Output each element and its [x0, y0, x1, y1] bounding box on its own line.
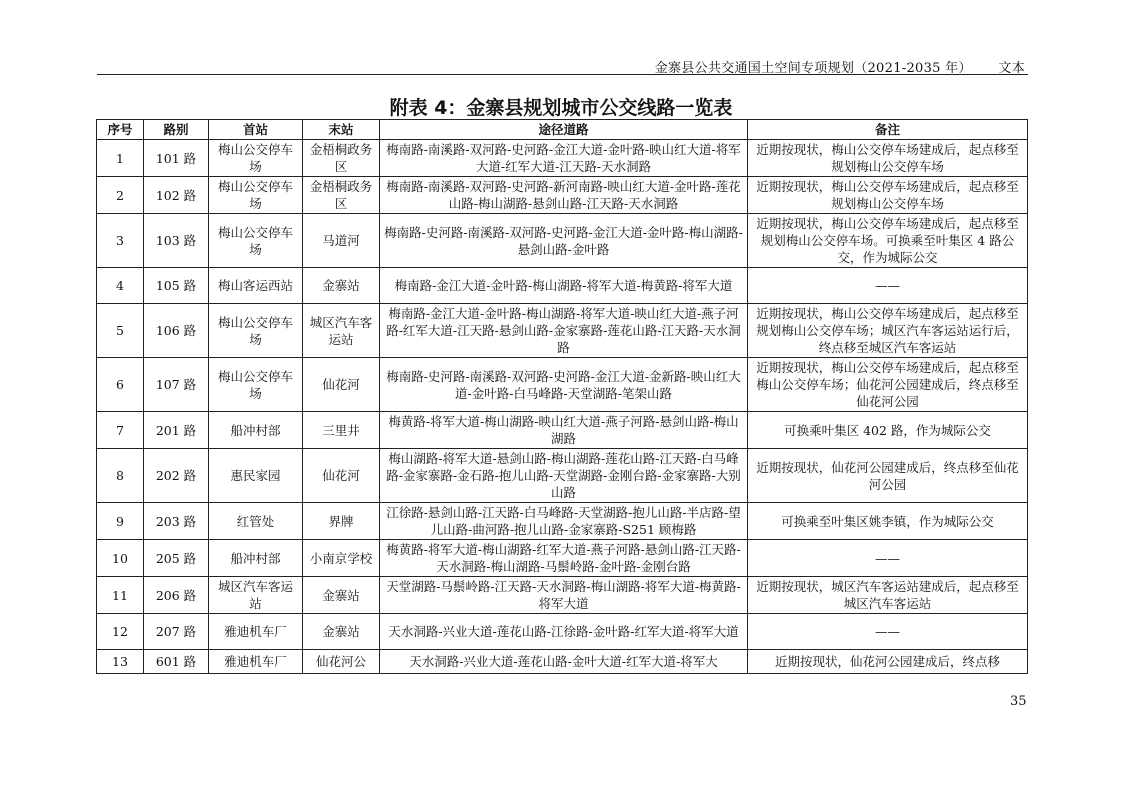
page-number: 35 [1010, 694, 1027, 709]
column-header: 途径道路 [380, 120, 748, 140]
remarks-cell: 近期按现状，梅山公交停车场建成后，起点移至梅山公交停车场；仙花河公园建成后，终点移至仙花河公园 [748, 358, 1028, 412]
remarks-cell: 近期按现状，城区汽车客运站建成后，起点移至城区汽车客运站 [748, 577, 1028, 614]
row-number-cell: 7 [97, 412, 144, 449]
table-row [97, 577, 1028, 614]
first-stop-cell: 梅山公交停车场 [209, 304, 303, 358]
first-stop-cell: 船冲村部 [209, 540, 303, 577]
last-stop-cell: 金梧桐政务区 [303, 140, 380, 177]
first-stop-cell: 梅山客运西站 [209, 268, 303, 304]
header-doc-title: 金寨县公共交通国土空间专项规划（2021-2035 年） [654, 61, 972, 76]
last-stop-cell: 仙花河 [303, 358, 380, 412]
remarks-cell: —— [748, 268, 1028, 304]
first-stop-cell: 雅迪机车厂 [209, 614, 303, 650]
route-name-cell: 103 路 [144, 214, 209, 268]
first-stop-cell: 船冲村部 [209, 412, 303, 449]
remarks-cell: 近期按现状，仙花河公园建成后，终点移至仙花河公园 [748, 449, 1028, 503]
route-roads-cell: 梅南路-南溪路-双河路-史河路-金江大道-金叶路-映山红大道-将军大道-红军大道-江天路-天水洞路 [380, 140, 748, 177]
route-name-cell: 207 路 [144, 614, 209, 650]
route-name-cell: 105 路 [144, 268, 209, 304]
table-row [97, 358, 1028, 412]
table-row [97, 140, 1028, 177]
last-stop-cell: 界牌 [303, 503, 380, 540]
route-name-cell: 601 路 [144, 650, 209, 674]
last-stop-cell: 仙花河公 [303, 650, 380, 674]
remarks-cell: 可换乘至叶集区姚李镇，作为城际公交 [748, 503, 1028, 540]
route-roads-cell: 江徐路-悬剑山路-江天路-白马峰路-天堂湖路-抱儿山路-半店路-望儿山路-曲河路-抱儿山路-金家寨路-S251 顾梅路 [380, 503, 748, 540]
last-stop-cell: 城区汽车客运站 [303, 304, 380, 358]
route-roads-cell: 梅黄路-将军大道-梅山湖路-红军大道-燕子河路-悬剑山路-江天路-天水洞路-梅山湖路-马鬃岭路-金叶路-金刚台路 [380, 540, 748, 577]
row-number-cell: 5 [97, 304, 144, 358]
first-stop-cell: 雅迪机车厂 [209, 650, 303, 674]
route-name-cell: 101 路 [144, 140, 209, 177]
route-name-cell: 102 路 [144, 177, 209, 214]
remarks-cell: 近期按现状，梅山公交停车场建成后，起点移至规划梅山公交停车场。可换乘至叶集区 4 路公交，作为城际公交 [748, 214, 1028, 268]
last-stop-cell: 金梧桐政务区 [303, 177, 380, 214]
remarks-cell: —— [748, 540, 1028, 577]
first-stop-cell: 梅山公交停车场 [209, 358, 303, 412]
row-number-cell: 3 [97, 214, 144, 268]
table-row [97, 503, 1028, 540]
first-stop-cell: 梅山公交停车场 [209, 140, 303, 177]
first-stop-cell: 红管处 [209, 503, 303, 540]
remarks-cell: 近期按现状，梅山公交停车场建成后，起点移至规划梅山公交停车场；城区汽车客运站运行后，终点移至城区汽车客运站 [748, 304, 1028, 358]
route-name-cell: 106 路 [144, 304, 209, 358]
row-number-cell: 10 [97, 540, 144, 577]
last-stop-cell: 仙花河 [303, 449, 380, 503]
table-header-row [97, 120, 1028, 140]
column-header: 序号 [97, 120, 144, 140]
header-divider [97, 74, 1028, 75]
first-stop-cell: 梅山公交停车场 [209, 177, 303, 214]
last-stop-cell: 小南京学校 [303, 540, 380, 577]
column-header: 备注 [748, 120, 1028, 140]
remarks-cell: 近期按现状，梅山公交停车场建成后，起点移至规划梅山公交停车场 [748, 140, 1028, 177]
row-number-cell: 12 [97, 614, 144, 650]
route-roads-cell: 天堂湖路-马鬃岭路-江天路-天水洞路-梅山湖路-将军大道-梅黄路-将军大道 [380, 577, 748, 614]
row-number-cell: 6 [97, 358, 144, 412]
row-number-cell: 8 [97, 449, 144, 503]
table-row [97, 614, 1028, 650]
column-header: 首站 [209, 120, 303, 140]
bus-routes-table [96, 119, 1028, 674]
first-stop-cell: 梅山公交停车场 [209, 214, 303, 268]
row-number-cell: 4 [97, 268, 144, 304]
route-roads-cell: 梅山湖路-将军大道-悬剑山路-梅山湖路-莲花山路-江天路-白马峰路-金家寨路-金石路-抱儿山路-天堂湖路-金刚台路-金家寨路-大别山路 [380, 449, 748, 503]
table-body [97, 140, 1028, 674]
route-name-cell: 203 路 [144, 503, 209, 540]
last-stop-cell: 金寨站 [303, 268, 380, 304]
row-number-cell: 9 [97, 503, 144, 540]
route-roads-cell: 梅黄路-将军大道-梅山湖路-映山红大道-燕子河路-悬剑山路-梅山湖路 [380, 412, 748, 449]
table-row [97, 304, 1028, 358]
table-row [97, 214, 1028, 268]
route-name-cell: 201 路 [144, 412, 209, 449]
first-stop-cell: 惠民家园 [209, 449, 303, 503]
remarks-cell: 可换乘叶集区 402 路，作为城际公交 [748, 412, 1028, 449]
route-name-cell: 202 路 [144, 449, 209, 503]
last-stop-cell: 金寨站 [303, 577, 380, 614]
table-title: 附表 4：金寨县规划城市公交线路一览表 [389, 97, 733, 119]
last-stop-cell: 金寨站 [303, 614, 380, 650]
route-roads-cell: 梅南路-金江大道-金叶路-梅山湖路-将军大道-梅黄路-将军大道 [380, 268, 748, 304]
row-number-cell: 2 [97, 177, 144, 214]
first-stop-cell: 城区汽车客运站 [209, 577, 303, 614]
route-name-cell: 206 路 [144, 577, 209, 614]
column-header: 末站 [303, 120, 380, 140]
table-row [97, 412, 1028, 449]
route-name-cell: 107 路 [144, 358, 209, 412]
table-row [97, 540, 1028, 577]
route-roads-cell: 天水洞路-兴业大道-莲花山路-金叶大道-红军大道-将军大 [380, 650, 748, 674]
last-stop-cell: 三里井 [303, 412, 380, 449]
table-row [97, 177, 1028, 214]
row-number-cell: 13 [97, 650, 144, 674]
route-roads-cell: 梅南路-南溪路-双河路-史河路-新河南路-映山红大道-金叶路-莲花山路-梅山湖路-悬剑山路-江天路-天水洞路 [380, 177, 748, 214]
last-stop-cell: 马道河 [303, 214, 380, 268]
route-roads-cell: 梅南路-金江大道-金叶路-梅山湖路-将军大道-映山红大道-燕子河路-红军大道-江天路-悬剑山路-金家寨路-莲花山路-江天路-天水洞路 [380, 304, 748, 358]
route-roads-cell: 梅南路-史河路-南溪路-双河路-史河路-金江大道-金叶路-梅山湖路-悬剑山路-金叶路 [380, 214, 748, 268]
remarks-cell: —— [748, 614, 1028, 650]
row-number-cell: 1 [97, 140, 144, 177]
header-doc-type: 文本 [998, 61, 1025, 76]
table-row [97, 449, 1028, 503]
route-roads-cell: 天水洞路-兴业大道-莲花山路-江徐路-金叶路-红军大道-将军大道 [380, 614, 748, 650]
row-number-cell: 11 [97, 577, 144, 614]
route-name-cell: 205 路 [144, 540, 209, 577]
route-roads-cell: 梅南路-史河路-南溪路-双河路-史河路-金江大道-金新路-映山红大道-金叶路-白马峰路-天堂湖路-笔架山路 [380, 358, 748, 412]
remarks-cell: 近期按现状，仙花河公园建成后，终点移 [748, 650, 1028, 674]
table-row [97, 268, 1028, 304]
table-row [97, 650, 1028, 674]
column-header: 路别 [144, 120, 209, 140]
remarks-cell: 近期按现状，梅山公交停车场建成后，起点移至规划梅山公交停车场 [748, 177, 1028, 214]
